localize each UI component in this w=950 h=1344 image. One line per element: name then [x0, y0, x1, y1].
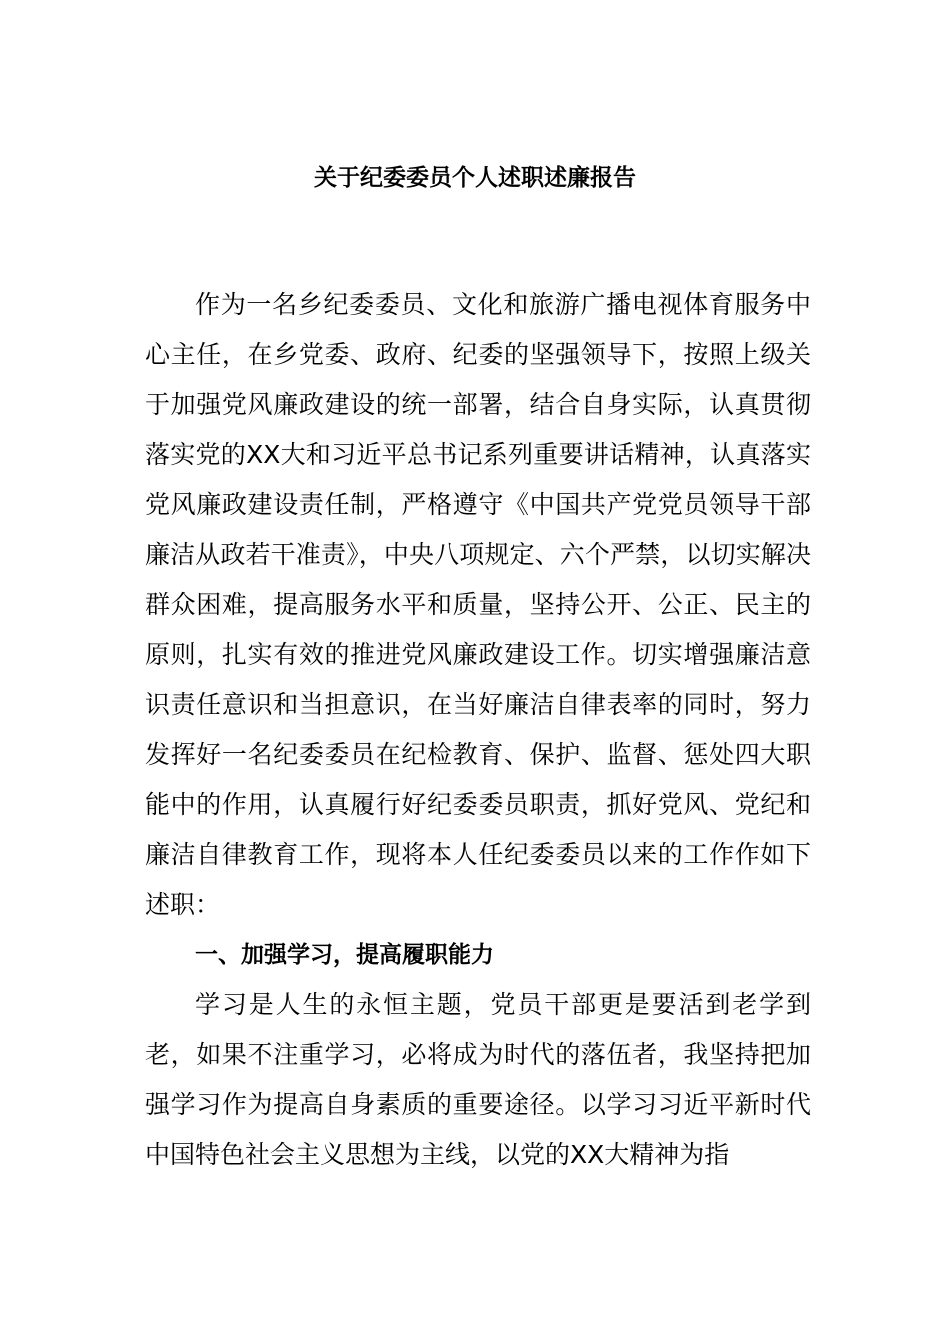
paragraph-intro: 作为一名乡纪委委员、文化和旅游广播电视体育服务中心主任，在乡党委、政府、纪委的坚强领导下，按照上级关于加强党风廉政建设的统一部署，结合自身实际，认真贯彻落实党的XX大和习近平总书记系列重要讲话精神，认真落实党风廉政建设责任制，严格遵守《中国共产党党员领导干部廉洁从政若干准责》，中央八项规定、六个严禁，以切实解决群众困难，提高服务水平和质量，坚持公开、公正、民主的原则，扎实有效的推进党风廉政建设工作。切实增强廉洁意识责任意识和当担意识，在当好廉洁自律表率的同时，努力发挥好一名纪委委员在纪检教育、保护、监督、惩处四大职能中的作用，认真履行好纪委委员职责，抓好党风、党纪和廉洁自律教育工作，现将本人任纪委委员以来的工作作如下述职： [145, 290, 811, 919]
section-heading-1: 一、加强学习，提高履职能力 [195, 942, 494, 968]
document-title: 关于纪委委员个人述职述廉报告 [314, 165, 636, 191]
document-body [145, 280, 811, 1180]
paragraph-study: 学习是人生的永恒主题，党员干部更是要活到老学到老，如果不注重学习，必将成为时代的落伍者，我坚持把加强学习作为提高自身素质的重要途径。以学习习近平新时代中国特色社会主义思想为主线，以党的XX大精神为指 [145, 990, 811, 1169]
